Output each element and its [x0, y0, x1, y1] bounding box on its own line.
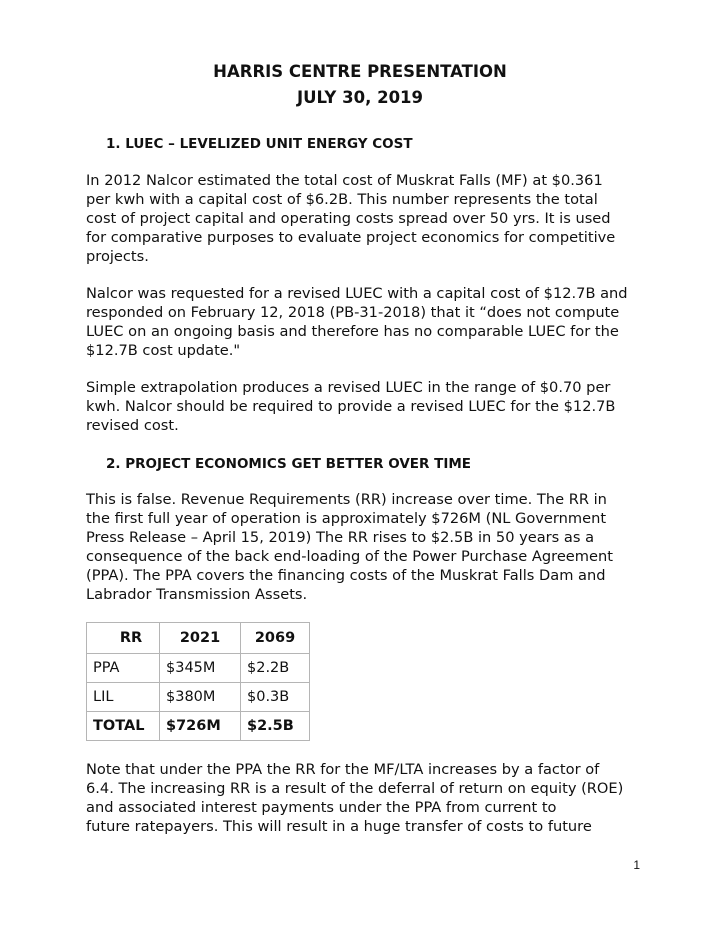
text-line: Labrador Transmission Assets.: [86, 586, 308, 603]
text-line: In 2012 Nalcor estimated the total cost of Muskrat Falls (MF) at $0.361: [86, 172, 603, 189]
text-line: (PPA). The PPA covers the financing costs of the Muskrat Falls Dam and: [86, 567, 606, 584]
table-header-row: [87, 623, 310, 654]
text-line: for comparative purposes to evaluate project economics for competitive: [86, 229, 616, 246]
text-line: projects.: [86, 248, 149, 265]
section-1-paragraph-2: [86, 284, 646, 360]
table-cell: TOTAL: [87, 712, 160, 741]
text-line: Nalcor was requested for a revised LUEC with a capital cost of $12.7B and: [86, 285, 628, 302]
text-line: cost of project capital and operating costs spread over 50 yrs. It is used: [86, 210, 611, 227]
revenue-requirements-table: [86, 622, 310, 741]
table-cell: $345M: [160, 654, 241, 683]
text-line: responded on February 12, 2018 (PB-31-2018) that it “does not compute: [86, 304, 620, 321]
text-line: the first full year of operation is approximately $726M (NL Government: [86, 510, 607, 527]
text-line: per kwh with a capital cost of $6.2B. This number represents the total: [86, 191, 598, 208]
page-number: 1: [633, 858, 640, 872]
document-title-line2: JULY 30, 2019: [296, 88, 424, 107]
text-line: Press Release – April 15, 2019) The RR rises to $2.5B in 50 years as a: [86, 529, 595, 546]
table-cell: $380M: [160, 683, 241, 712]
table-cell: $0.3B: [241, 683, 310, 712]
section-2-paragraph-2: [86, 760, 646, 836]
text-line: revised cost.: [86, 417, 179, 434]
text-line: future ratepayers. This will result in a huge transfer of costs to future: [86, 818, 592, 835]
section-2-paragraph-1: [86, 490, 646, 604]
text-line: Note that under the PPA the RR for the MF/LTA increases by a factor of: [86, 761, 600, 778]
text-line: $12.7B cost update.": [86, 342, 241, 359]
table-cell: $726M: [160, 712, 241, 741]
table-total-row: [87, 712, 310, 741]
text-line: Simple extrapolation produces a revised LUEC in the range of $0.70 per: [86, 379, 611, 396]
table-cell: $2.2B: [241, 654, 310, 683]
table-cell: LIL: [87, 683, 160, 712]
text-line: LUEC on an ongoing basis and therefore has no comparable LUEC for the: [86, 323, 619, 340]
document-title-line1: HARRIS CENTRE PRESENTATION: [213, 62, 507, 81]
table-header-cell: RR: [87, 623, 160, 654]
text-line: and associated interest payments under the PPA from current to: [86, 799, 557, 816]
section-1-paragraph-3: [86, 378, 646, 435]
section-1-heading: 1. LUEC – LEVELIZED UNIT ENERGY COST: [106, 136, 413, 152]
table-header-cell: 2021: [160, 623, 241, 654]
text-line: consequence of the back end-loading of the Power Purchase Agreement: [86, 548, 613, 565]
table-cell: $2.5B: [241, 712, 310, 741]
text-line: kwh. Nalcor should be required to provide a revised LUEC for the $12.7B: [86, 398, 616, 415]
text-line: This is false. Revenue Requirements (RR) increase over time. The RR in: [86, 491, 607, 508]
table-row: [87, 654, 310, 683]
table-header-cell: 2069: [241, 623, 310, 654]
section-1-paragraph-1: [86, 171, 646, 266]
text-line: 6.4. The increasing RR is a result of the deferral of return on equity (ROE): [86, 780, 624, 797]
table-row: [87, 683, 310, 712]
table-cell: PPA: [87, 654, 160, 683]
section-2-heading: 2. PROJECT ECONOMICS GET BETTER OVER TIME: [106, 456, 472, 472]
